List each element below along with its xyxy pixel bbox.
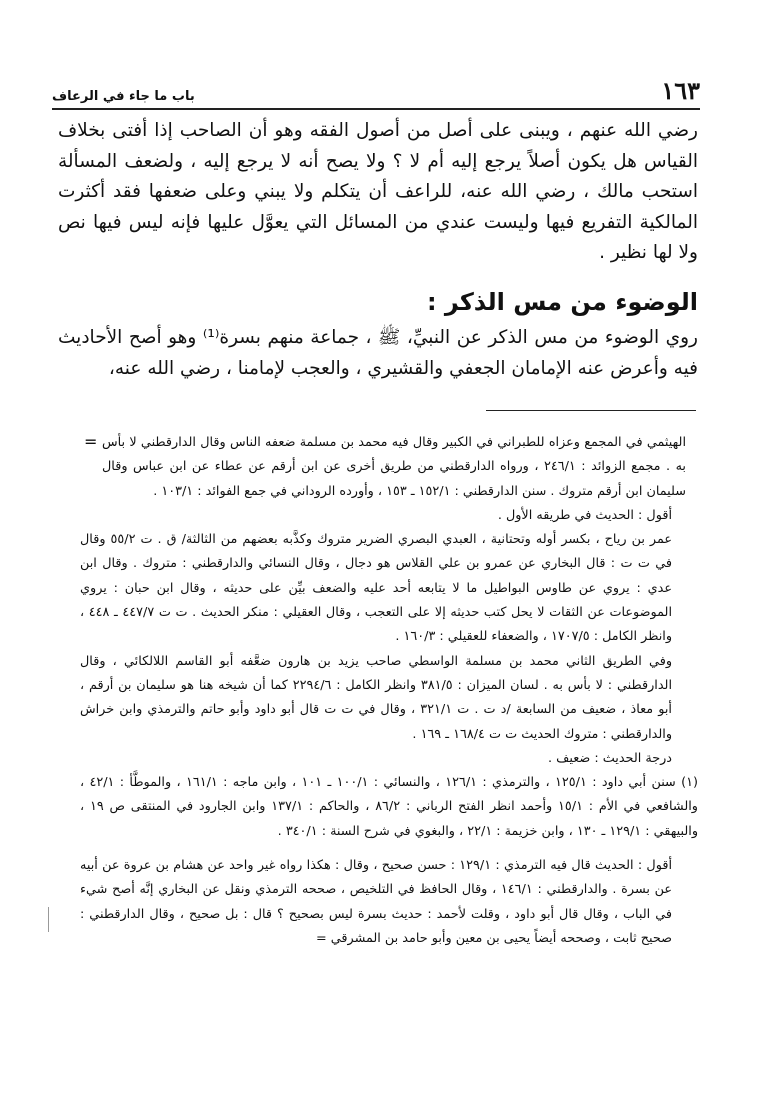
footnote-paragraph: أقول : الحديث في طريقه الأول . <box>497 507 672 523</box>
running-title: باب ما جاء في الرعاف <box>52 89 195 104</box>
footnote-paragraph: وفي الطريق الثاني محمد بن مسلمة الواسطي صاحب يزيد بن هارون ضعَّفه أبو القاسم اللالكائي ، وقال الدارقطني : لا بأس به . لسان الميزان : ٣٨١/٥ وانظر الكامل : ٢٢٩٤/٦ كما أن شيخه هنا هو سليمان بن أرقم ، أبو معاذ ، ضعيف من السابعة /د ت . ت ٣٢١/١ ، وقال في ت ت قال أبو داود وأبو حاتم والترمذي وابن خراش والدارقطني : متروك الحديث ت ت ١٦٨/٤ ـ ١٦٩ . <box>80 653 673 742</box>
footnote-paragraph: أقول : الحديث قال فيه الترمذي : ١٢٩/١ : حسن صحيح ، وقال : هكذا رواه غير واحد عن هشام بن عروة عن أبيه عن بسرة . والدارقطني : ١٤٦/١ ، وقال الحافظ في التلخيص ، صححه الترمذي ونقل عن البخاري إنَّه أصح شيء في الباب ، وقال قال أبو داود ، وقلت لأحمد : حديث بسرة ليس بصحيح ؟ قال : بل صحيح ، وقال الدارقطني : صحيح ثابت ، وصححه أيضاً يحيى بن معين وأبو حامد بن المشرقي = <box>80 858 673 946</box>
footnote-paragraph: درجة الحديث : ضعيف . <box>547 750 672 766</box>
footnotes <box>80 426 698 951</box>
footnote-paragraph: (١) سنن أبي داود : ١٢٥/١ ، والترمذي : ١٢٦/١ ، والنسائي : ١٠٠/١ ـ ١٠١ ، وابن ماجه : ١٦١/١ ، والموطَّأ : ٤٢/١ ، والشافعي في الأم : ١٥/١ وأحمد انظر الفتح الرباني : ٨٦/٢ ، والحاكم : ١٣٧/١ وابن الجارود في المنتقى ص ١٩ ، والبيهقي : ١٢٩/١ ـ ١٣٠ ، وابن خزيمة : ٢٢/١ ، والبغوي في شرح السنة : ٣٤٠/١ . <box>80 775 698 839</box>
section-heading: الوضوء من مس الذكر : <box>426 288 698 316</box>
footnote-divider <box>486 410 696 411</box>
page-header <box>52 64 700 110</box>
footnote-paragraph: عمر بن رياح ، بكسر أوله وتحتانية ، العبدي البصري الضرير متروك وكذَّبه بعضهم من الثالثة/ ق . ت ٥٥/٢ وقال في ت ت : قال البخاري عن عمرو بن علي القلاس هو دجال ، وقال النسائي والدارقطني : متروك . وقال ابن عدي : يروي عن طاوس البواطيل ما لا يتابعه أحد عليه والضعف بيِّن على حديثه ، وقال ابن حبان : يروي الموضوعات عن الثقات لا يحل كتب حديثه إلا على التعجب ، وقال العقيلي : منكر الحديث . ت ت ٤٤٧/٧ ـ ٤٤٨ ، وانظر الكامل : ١٧٠٧/٥ ، والضعفاء للعقيلي : ١٦٠/٣ . <box>80 532 673 645</box>
section-paragraph: روي الوضوء من مس الذكر عن النبيِّ، ﷺ ، جماعة منهم بسرة⁽¹⁾ وهو أصح الأحاديث فيه وأعرض عنه الإمامان الجعفي والقشيري ، والعجب لإمامنا ، رضي الله عنه، <box>58 327 698 379</box>
margin-line <box>48 907 49 932</box>
continuation-mark-top: = <box>84 432 98 451</box>
footnote-paragraph: الهيثمي في المجمع وعزاه للطبراني في الكبير وقال فيه محمد بن مسلمة ضعفه الناس وقال الدارقطني لا بأس به . مجمع الزوائد : ٢٤٦/١ ، ورواه الدارقطني من طريق أخرى عن ابن أرقم عن عطاء عن ابن عباس وقال سليمان ابن أرقم متروك . سنن الدارقطني : ١٥٢/١ ـ ١٥٣ ، وأورده الروداني في جمع الفوائد : ١٠٣/١ . <box>102 435 686 499</box>
section-text <box>58 322 698 384</box>
page-number: ١٦٣ <box>661 76 700 105</box>
main-text <box>58 116 698 269</box>
main-paragraph: رضي الله عنهم ، ويبنى على أصل من أصول الفقه وهو أن الصاحب إذا أفتى بخلاف القياس هل يكون أصلاً يرجع إليه أم لا ؟ ولا يصح أنه لا يرجع إليه ، ولضعف المسألة استحب مالك ، رضي الله عنه، للراعف أن يتكلم ولا يبني وعلى ضعفها فقد أكثرت المالكية التفريع فيها وليست عندي من المسائل التي يعوَّل عليها فإنه ليس فيها نص ولا لها نظير . <box>58 120 698 263</box>
